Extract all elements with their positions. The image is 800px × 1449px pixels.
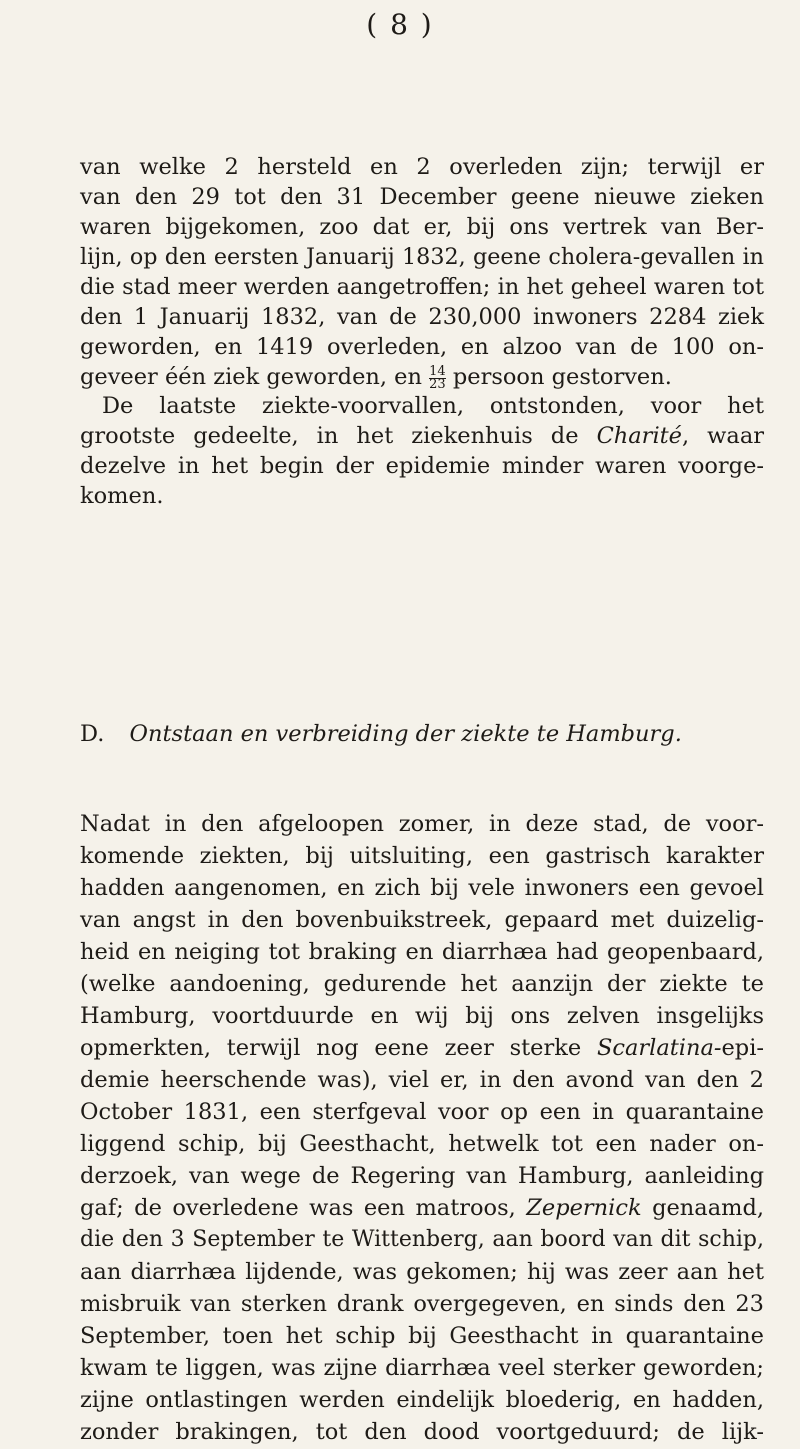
text-line: waren bijgekomen, zoo dat er, bij ons vertrek van Ber- [80, 214, 764, 240]
fraction [429, 363, 446, 392]
text-line: derzoek, van wege de Regering van Hamburg, aanleiding [80, 1163, 764, 1189]
text-line: dezelve in het begin der epidemie minder waren voorge- [80, 453, 764, 479]
italic-name: Zepernick [526, 1195, 642, 1221]
text-line [80, 1031, 764, 1065]
line-segment: epi- [721, 1035, 765, 1061]
text-line: geworden, en 1419 overleden, en alzoo van de 100 on- [80, 334, 764, 360]
text-line: (welke aandoening, gedurende het aanzijn der ziekte te [80, 971, 764, 997]
text-line [80, 389, 764, 423]
text-line [80, 419, 764, 453]
section-heading [80, 717, 764, 751]
text-line: van welke 2 hersteld en 2 overleden zijn; terwijl er [80, 154, 764, 180]
line-segment: gaf; de overledene was een matroos, [80, 1195, 516, 1221]
section-letter: D. [80, 721, 105, 747]
line-segment: geveer één ziek geworden, en [80, 364, 422, 390]
text-line: lijn, op den eersten Januarij 1832, geene cholera-gevallen in [80, 244, 764, 270]
text-line: September, toen het schip bij Geesthacht in quarantaine [80, 1323, 764, 1349]
line-segment: grootste gedeelte, in het ziekenhuis de [80, 423, 579, 449]
text-line: komen. [80, 483, 164, 509]
text-line: zijne ontlastingen werden eindelijk bloederig, en hadden, [80, 1387, 764, 1413]
text-line: die den 3 September te Wittenberg, aan boord van dit schip, [80, 1227, 764, 1252]
text-line: October 1831, een sterfgeval voor op een in quarantaine [80, 1099, 764, 1125]
text-line: den 1 Januarij 1832, van de 230,000 inwoners 2284 ziek [80, 304, 764, 330]
text-line: van den 29 tot den 31 December geene nieuwe zieken [80, 184, 764, 210]
line-segment: De laatste ziekte-voorvallen, ontstonden, voor het [102, 393, 764, 419]
fraction-denominator: 23 [429, 376, 446, 392]
text-line: die stad meer werden aangetroffen; in het geheel waren tot [80, 274, 764, 300]
text-line: komende ziekten, bij uitsluiting, een gastrisch karakter [80, 843, 764, 869]
fraction-numerator: 14 [429, 363, 446, 379]
text-line: zonder brakingen, tot den dood voortgeduurd; de lijk- [80, 1419, 764, 1445]
text-line: van angst in den bovenbuikstreek, gepaard met duizelig- [80, 907, 764, 933]
text-line: aan diarrhæa lijdende, was gekomen; hij was zeer aan het [80, 1259, 764, 1285]
text-line: hadden aangenomen, en zich bij vele inwoners een gevoel [80, 875, 764, 901]
text-line: Nadat in den afgeloopen zomer, in deze stad, de voor- [80, 811, 764, 837]
italic-term: Scarlatina- [596, 1035, 722, 1061]
text-line: misbruik van sterken drank overgegeven, en sinds den 23 [80, 1291, 764, 1317]
line-segment: , waar [682, 423, 765, 449]
line-segment: genaamd, [652, 1195, 765, 1221]
text-line: Hamburg, voortduurde en wij bij ons zelven insgelijks [80, 1003, 764, 1029]
italic-name: Charité [596, 423, 682, 449]
text-line: kwam te liggen, was zijne diarrhæa veel sterker geworden; [80, 1355, 764, 1381]
line-segment: opmerkten, terwijl nog eene zeer sterke [80, 1035, 582, 1061]
text-line: heid en neiging tot braking en diarrhæa had geopenbaard, [80, 939, 764, 965]
page-number: ( 8 ) [366, 8, 434, 41]
section-title: Ontstaan en verbreiding der ziekte te Hamburg. [129, 721, 682, 747]
text-line: demie heerschende was), viel er, in den avond van den 2 [80, 1067, 764, 1093]
text-line: liggend schip, bij Geesthacht, hetwelk tot een nader on- [80, 1131, 764, 1157]
line-segment: persoon gestorven. [452, 364, 672, 390]
text-line [80, 1191, 764, 1225]
